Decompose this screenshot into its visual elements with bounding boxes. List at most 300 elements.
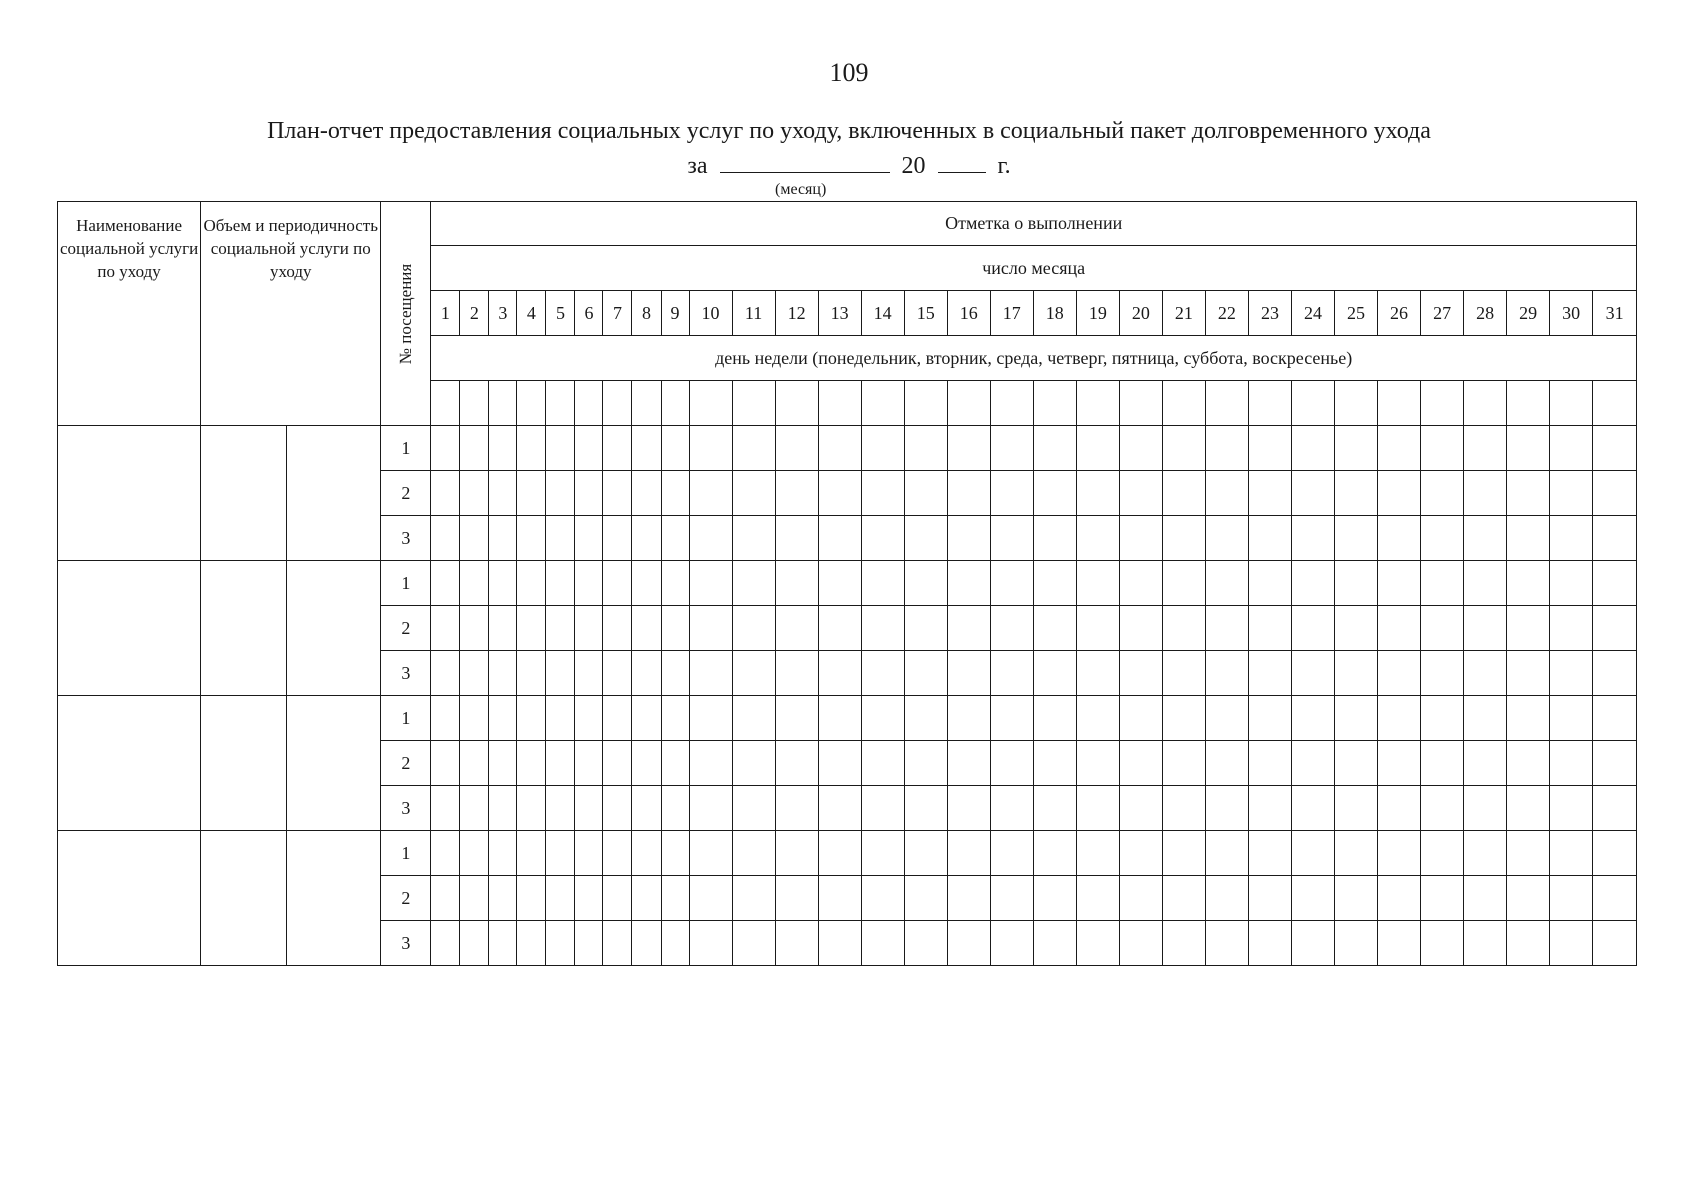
weekday-cell[interactable] <box>1507 381 1550 426</box>
completion-mark-cell[interactable] <box>1248 876 1291 921</box>
weekday-cell[interactable] <box>1033 381 1076 426</box>
completion-mark-cell[interactable] <box>1119 831 1162 876</box>
completion-mark-cell[interactable] <box>517 651 546 696</box>
completion-mark-cell[interactable] <box>904 831 947 876</box>
completion-mark-cell[interactable] <box>1550 426 1593 471</box>
completion-mark-cell[interactable] <box>861 426 904 471</box>
completion-mark-cell[interactable] <box>732 741 775 786</box>
completion-mark-cell[interactable] <box>1421 561 1464 606</box>
completion-mark-cell[interactable] <box>1378 876 1421 921</box>
completion-mark-cell[interactable] <box>1334 516 1377 561</box>
completion-mark-cell[interactable] <box>575 921 603 966</box>
completion-mark-cell[interactable] <box>1248 516 1291 561</box>
completion-mark-cell[interactable] <box>689 561 732 606</box>
completion-mark-cell[interactable] <box>575 426 603 471</box>
weekday-cell[interactable] <box>546 381 575 426</box>
completion-mark-cell[interactable] <box>775 786 818 831</box>
completion-mark-cell[interactable] <box>904 426 947 471</box>
completion-mark-cell[interactable] <box>603 471 632 516</box>
completion-mark-cell[interactable] <box>489 516 517 561</box>
periodicity-cell[interactable] <box>287 696 381 831</box>
completion-mark-cell[interactable] <box>1248 606 1291 651</box>
completion-mark-cell[interactable] <box>575 876 603 921</box>
completion-mark-cell[interactable] <box>1334 876 1377 921</box>
completion-mark-cell[interactable] <box>689 696 732 741</box>
completion-mark-cell[interactable] <box>1033 651 1076 696</box>
completion-mark-cell[interactable] <box>546 561 575 606</box>
completion-mark-cell[interactable] <box>947 876 990 921</box>
completion-mark-cell[interactable] <box>775 471 818 516</box>
completion-mark-cell[interactable] <box>1593 471 1637 516</box>
completion-mark-cell[interactable] <box>1119 426 1162 471</box>
volume-cell[interactable] <box>201 696 287 831</box>
completion-mark-cell[interactable] <box>460 471 489 516</box>
completion-mark-cell[interactable] <box>990 561 1033 606</box>
completion-mark-cell[interactable] <box>1421 516 1464 561</box>
completion-mark-cell[interactable] <box>1033 696 1076 741</box>
completion-mark-cell[interactable] <box>1334 696 1377 741</box>
completion-mark-cell[interactable] <box>1550 606 1593 651</box>
completion-mark-cell[interactable] <box>818 786 861 831</box>
completion-mark-cell[interactable] <box>818 471 861 516</box>
completion-mark-cell[interactable] <box>689 921 732 966</box>
completion-mark-cell[interactable] <box>1593 696 1637 741</box>
completion-mark-cell[interactable] <box>1507 921 1550 966</box>
completion-mark-cell[interactable] <box>431 876 460 921</box>
completion-mark-cell[interactable] <box>775 831 818 876</box>
completion-mark-cell[interactable] <box>1507 876 1550 921</box>
completion-mark-cell[interactable] <box>489 921 517 966</box>
completion-mark-cell[interactable] <box>1162 741 1205 786</box>
completion-mark-cell[interactable] <box>904 696 947 741</box>
completion-mark-cell[interactable] <box>1291 471 1334 516</box>
completion-mark-cell[interactable] <box>861 606 904 651</box>
completion-mark-cell[interactable] <box>517 606 546 651</box>
completion-mark-cell[interactable] <box>1464 876 1507 921</box>
completion-mark-cell[interactable] <box>1119 786 1162 831</box>
completion-mark-cell[interactable] <box>1507 741 1550 786</box>
completion-mark-cell[interactable] <box>1334 561 1377 606</box>
weekday-cell[interactable] <box>1162 381 1205 426</box>
completion-mark-cell[interactable] <box>1119 696 1162 741</box>
completion-mark-cell[interactable] <box>517 426 546 471</box>
completion-mark-cell[interactable] <box>460 786 489 831</box>
completion-mark-cell[interactable] <box>1076 696 1119 741</box>
completion-mark-cell[interactable] <box>1334 651 1377 696</box>
completion-mark-cell[interactable] <box>546 606 575 651</box>
completion-mark-cell[interactable] <box>1378 786 1421 831</box>
completion-mark-cell[interactable] <box>517 741 546 786</box>
completion-mark-cell[interactable] <box>546 921 575 966</box>
completion-mark-cell[interactable] <box>517 876 546 921</box>
completion-mark-cell[interactable] <box>1248 741 1291 786</box>
completion-mark-cell[interactable] <box>1378 471 1421 516</box>
completion-mark-cell[interactable] <box>947 741 990 786</box>
completion-mark-cell[interactable] <box>732 921 775 966</box>
completion-mark-cell[interactable] <box>904 651 947 696</box>
completion-mark-cell[interactable] <box>1119 876 1162 921</box>
completion-mark-cell[interactable] <box>661 696 689 741</box>
completion-mark-cell[interactable] <box>732 696 775 741</box>
completion-mark-cell[interactable] <box>1076 786 1119 831</box>
completion-mark-cell[interactable] <box>517 786 546 831</box>
completion-mark-cell[interactable] <box>1033 471 1076 516</box>
completion-mark-cell[interactable] <box>460 516 489 561</box>
completion-mark-cell[interactable] <box>603 831 632 876</box>
completion-mark-cell[interactable] <box>1033 606 1076 651</box>
completion-mark-cell[interactable] <box>1507 786 1550 831</box>
completion-mark-cell[interactable] <box>517 471 546 516</box>
completion-mark-cell[interactable] <box>861 741 904 786</box>
completion-mark-cell[interactable] <box>861 651 904 696</box>
completion-mark-cell[interactable] <box>460 651 489 696</box>
completion-mark-cell[interactable] <box>546 786 575 831</box>
completion-mark-cell[interactable] <box>1033 741 1076 786</box>
completion-mark-cell[interactable] <box>1076 516 1119 561</box>
completion-mark-cell[interactable] <box>818 426 861 471</box>
completion-mark-cell[interactable] <box>489 876 517 921</box>
completion-mark-cell[interactable] <box>904 741 947 786</box>
completion-mark-cell[interactable] <box>603 426 632 471</box>
completion-mark-cell[interactable] <box>1291 786 1334 831</box>
weekday-cell[interactable] <box>732 381 775 426</box>
completion-mark-cell[interactable] <box>632 561 661 606</box>
completion-mark-cell[interactable] <box>947 831 990 876</box>
weekday-cell[interactable] <box>1378 381 1421 426</box>
completion-mark-cell[interactable] <box>546 696 575 741</box>
completion-mark-cell[interactable] <box>947 786 990 831</box>
completion-mark-cell[interactable] <box>775 921 818 966</box>
completion-mark-cell[interactable] <box>1464 696 1507 741</box>
completion-mark-cell[interactable] <box>517 831 546 876</box>
completion-mark-cell[interactable] <box>818 921 861 966</box>
completion-mark-cell[interactable] <box>1464 606 1507 651</box>
completion-mark-cell[interactable] <box>1550 921 1593 966</box>
completion-mark-cell[interactable] <box>1205 561 1248 606</box>
completion-mark-cell[interactable] <box>1550 741 1593 786</box>
completion-mark-cell[interactable] <box>1205 696 1248 741</box>
completion-mark-cell[interactable] <box>775 561 818 606</box>
completion-mark-cell[interactable] <box>818 741 861 786</box>
weekday-cell[interactable] <box>947 381 990 426</box>
completion-mark-cell[interactable] <box>1507 651 1550 696</box>
completion-mark-cell[interactable] <box>1334 471 1377 516</box>
completion-mark-cell[interactable] <box>1334 741 1377 786</box>
completion-mark-cell[interactable] <box>1291 426 1334 471</box>
completion-mark-cell[interactable] <box>1507 471 1550 516</box>
completion-mark-cell[interactable] <box>546 471 575 516</box>
completion-mark-cell[interactable] <box>1248 786 1291 831</box>
completion-mark-cell[interactable] <box>603 651 632 696</box>
completion-mark-cell[interactable] <box>460 426 489 471</box>
completion-mark-cell[interactable] <box>1291 561 1334 606</box>
weekday-cell[interactable] <box>990 381 1033 426</box>
completion-mark-cell[interactable] <box>1507 516 1550 561</box>
completion-mark-cell[interactable] <box>775 651 818 696</box>
completion-mark-cell[interactable] <box>460 831 489 876</box>
completion-mark-cell[interactable] <box>546 831 575 876</box>
completion-mark-cell[interactable] <box>1162 696 1205 741</box>
completion-mark-cell[interactable] <box>1119 606 1162 651</box>
completion-mark-cell[interactable] <box>1076 651 1119 696</box>
completion-mark-cell[interactable] <box>1033 921 1076 966</box>
completion-mark-cell[interactable] <box>1119 561 1162 606</box>
completion-mark-cell[interactable] <box>1162 426 1205 471</box>
completion-mark-cell[interactable] <box>1205 876 1248 921</box>
completion-mark-cell[interactable] <box>661 741 689 786</box>
completion-mark-cell[interactable] <box>489 741 517 786</box>
completion-mark-cell[interactable] <box>775 696 818 741</box>
completion-mark-cell[interactable] <box>947 921 990 966</box>
completion-mark-cell[interactable] <box>1033 426 1076 471</box>
completion-mark-cell[interactable] <box>575 606 603 651</box>
completion-mark-cell[interactable] <box>1421 471 1464 516</box>
completion-mark-cell[interactable] <box>775 516 818 561</box>
completion-mark-cell[interactable] <box>1378 516 1421 561</box>
completion-mark-cell[interactable] <box>818 606 861 651</box>
service-name-cell[interactable] <box>58 696 201 831</box>
completion-mark-cell[interactable] <box>689 471 732 516</box>
completion-mark-cell[interactable] <box>1162 831 1205 876</box>
weekday-cell[interactable] <box>689 381 732 426</box>
completion-mark-cell[interactable] <box>1119 921 1162 966</box>
completion-mark-cell[interactable] <box>1033 561 1076 606</box>
completion-mark-cell[interactable] <box>632 651 661 696</box>
completion-mark-cell[interactable] <box>1550 876 1593 921</box>
completion-mark-cell[interactable] <box>1205 426 1248 471</box>
completion-mark-cell[interactable] <box>431 921 460 966</box>
weekday-cell[interactable] <box>517 381 546 426</box>
completion-mark-cell[interactable] <box>1162 471 1205 516</box>
completion-mark-cell[interactable] <box>1334 606 1377 651</box>
completion-mark-cell[interactable] <box>546 876 575 921</box>
completion-mark-cell[interactable] <box>1205 516 1248 561</box>
completion-mark-cell[interactable] <box>431 741 460 786</box>
completion-mark-cell[interactable] <box>661 426 689 471</box>
completion-mark-cell[interactable] <box>431 561 460 606</box>
completion-mark-cell[interactable] <box>632 786 661 831</box>
completion-mark-cell[interactable] <box>603 741 632 786</box>
completion-mark-cell[interactable] <box>661 876 689 921</box>
completion-mark-cell[interactable] <box>818 696 861 741</box>
completion-mark-cell[interactable] <box>1550 696 1593 741</box>
periodicity-cell[interactable] <box>287 831 381 966</box>
completion-mark-cell[interactable] <box>1291 606 1334 651</box>
completion-mark-cell[interactable] <box>1464 741 1507 786</box>
completion-mark-cell[interactable] <box>689 651 732 696</box>
weekday-cell[interactable] <box>661 381 689 426</box>
completion-mark-cell[interactable] <box>861 561 904 606</box>
completion-mark-cell[interactable] <box>947 426 990 471</box>
completion-mark-cell[interactable] <box>1593 876 1637 921</box>
completion-mark-cell[interactable] <box>1205 831 1248 876</box>
completion-mark-cell[interactable] <box>1421 651 1464 696</box>
completion-mark-cell[interactable] <box>603 606 632 651</box>
completion-mark-cell[interactable] <box>689 741 732 786</box>
completion-mark-cell[interactable] <box>1119 516 1162 561</box>
completion-mark-cell[interactable] <box>575 741 603 786</box>
completion-mark-cell[interactable] <box>517 921 546 966</box>
completion-mark-cell[interactable] <box>460 921 489 966</box>
completion-mark-cell[interactable] <box>632 696 661 741</box>
weekday-cell[interactable] <box>775 381 818 426</box>
completion-mark-cell[interactable] <box>661 921 689 966</box>
completion-mark-cell[interactable] <box>1248 831 1291 876</box>
completion-mark-cell[interactable] <box>904 786 947 831</box>
completion-mark-cell[interactable] <box>861 921 904 966</box>
completion-mark-cell[interactable] <box>575 786 603 831</box>
completion-mark-cell[interactable] <box>1378 606 1421 651</box>
completion-mark-cell[interactable] <box>603 516 632 561</box>
completion-mark-cell[interactable] <box>603 921 632 966</box>
completion-mark-cell[interactable] <box>861 876 904 921</box>
completion-mark-cell[interactable] <box>904 921 947 966</box>
completion-mark-cell[interactable] <box>1421 606 1464 651</box>
completion-mark-cell[interactable] <box>460 741 489 786</box>
completion-mark-cell[interactable] <box>1076 831 1119 876</box>
completion-mark-cell[interactable] <box>546 516 575 561</box>
completion-mark-cell[interactable] <box>990 426 1033 471</box>
completion-mark-cell[interactable] <box>431 516 460 561</box>
weekday-cell[interactable] <box>460 381 489 426</box>
completion-mark-cell[interactable] <box>489 696 517 741</box>
completion-mark-cell[interactable] <box>1033 516 1076 561</box>
completion-mark-cell[interactable] <box>1550 831 1593 876</box>
completion-mark-cell[interactable] <box>460 606 489 651</box>
completion-mark-cell[interactable] <box>1076 561 1119 606</box>
weekday-cell[interactable] <box>861 381 904 426</box>
completion-mark-cell[interactable] <box>861 516 904 561</box>
completion-mark-cell[interactable] <box>947 606 990 651</box>
completion-mark-cell[interactable] <box>1593 831 1637 876</box>
completion-mark-cell[interactable] <box>1162 606 1205 651</box>
volume-cell[interactable] <box>201 561 287 696</box>
weekday-cell[interactable] <box>632 381 661 426</box>
completion-mark-cell[interactable] <box>1205 471 1248 516</box>
completion-mark-cell[interactable] <box>575 471 603 516</box>
completion-mark-cell[interactable] <box>1464 471 1507 516</box>
completion-mark-cell[interactable] <box>904 471 947 516</box>
weekday-cell[interactable] <box>904 381 947 426</box>
completion-mark-cell[interactable] <box>818 651 861 696</box>
completion-mark-cell[interactable] <box>1162 651 1205 696</box>
completion-mark-cell[interactable] <box>489 786 517 831</box>
completion-mark-cell[interactable] <box>732 516 775 561</box>
completion-mark-cell[interactable] <box>1593 561 1637 606</box>
completion-mark-cell[interactable] <box>546 651 575 696</box>
completion-mark-cell[interactable] <box>732 426 775 471</box>
completion-mark-cell[interactable] <box>1248 471 1291 516</box>
completion-mark-cell[interactable] <box>732 876 775 921</box>
completion-mark-cell[interactable] <box>546 426 575 471</box>
completion-mark-cell[interactable] <box>489 606 517 651</box>
completion-mark-cell[interactable] <box>1119 741 1162 786</box>
completion-mark-cell[interactable] <box>990 741 1033 786</box>
completion-mark-cell[interactable] <box>661 831 689 876</box>
completion-mark-cell[interactable] <box>1076 606 1119 651</box>
completion-mark-cell[interactable] <box>1033 876 1076 921</box>
completion-mark-cell[interactable] <box>632 741 661 786</box>
completion-mark-cell[interactable] <box>575 561 603 606</box>
completion-mark-cell[interactable] <box>904 516 947 561</box>
completion-mark-cell[interactable] <box>1291 651 1334 696</box>
completion-mark-cell[interactable] <box>1507 831 1550 876</box>
completion-mark-cell[interactable] <box>1593 921 1637 966</box>
completion-mark-cell[interactable] <box>632 471 661 516</box>
completion-mark-cell[interactable] <box>431 471 460 516</box>
completion-mark-cell[interactable] <box>1550 561 1593 606</box>
completion-mark-cell[interactable] <box>689 426 732 471</box>
completion-mark-cell[interactable] <box>1464 651 1507 696</box>
completion-mark-cell[interactable] <box>1593 651 1637 696</box>
completion-mark-cell[interactable] <box>661 651 689 696</box>
completion-mark-cell[interactable] <box>1378 921 1421 966</box>
completion-mark-cell[interactable] <box>1119 471 1162 516</box>
completion-mark-cell[interactable] <box>990 696 1033 741</box>
completion-mark-cell[interactable] <box>1076 876 1119 921</box>
weekday-cell[interactable] <box>1464 381 1507 426</box>
completion-mark-cell[interactable] <box>1593 606 1637 651</box>
completion-mark-cell[interactable] <box>431 426 460 471</box>
completion-mark-cell[interactable] <box>603 561 632 606</box>
completion-mark-cell[interactable] <box>1248 696 1291 741</box>
completion-mark-cell[interactable] <box>990 471 1033 516</box>
completion-mark-cell[interactable] <box>1421 876 1464 921</box>
completion-mark-cell[interactable] <box>990 876 1033 921</box>
completion-mark-cell[interactable] <box>1507 426 1550 471</box>
completion-mark-cell[interactable] <box>431 606 460 651</box>
completion-mark-cell[interactable] <box>1205 606 1248 651</box>
completion-mark-cell[interactable] <box>1162 921 1205 966</box>
completion-mark-cell[interactable] <box>460 561 489 606</box>
completion-mark-cell[interactable] <box>661 606 689 651</box>
completion-mark-cell[interactable] <box>1550 516 1593 561</box>
completion-mark-cell[interactable] <box>861 696 904 741</box>
completion-mark-cell[interactable] <box>632 876 661 921</box>
completion-mark-cell[interactable] <box>632 921 661 966</box>
completion-mark-cell[interactable] <box>603 786 632 831</box>
weekday-cell[interactable] <box>431 381 460 426</box>
completion-mark-cell[interactable] <box>1291 696 1334 741</box>
completion-mark-cell[interactable] <box>575 831 603 876</box>
weekday-cell[interactable] <box>1550 381 1593 426</box>
completion-mark-cell[interactable] <box>1205 921 1248 966</box>
service-name-cell[interactable] <box>58 831 201 966</box>
completion-mark-cell[interactable] <box>575 516 603 561</box>
completion-mark-cell[interactable] <box>632 831 661 876</box>
completion-mark-cell[interactable] <box>947 651 990 696</box>
completion-mark-cell[interactable] <box>1464 516 1507 561</box>
completion-mark-cell[interactable] <box>1248 921 1291 966</box>
completion-mark-cell[interactable] <box>1162 786 1205 831</box>
completion-mark-cell[interactable] <box>775 876 818 921</box>
completion-mark-cell[interactable] <box>689 831 732 876</box>
completion-mark-cell[interactable] <box>947 561 990 606</box>
completion-mark-cell[interactable] <box>1593 786 1637 831</box>
completion-mark-cell[interactable] <box>1378 426 1421 471</box>
completion-mark-cell[interactable] <box>904 876 947 921</box>
completion-mark-cell[interactable] <box>517 561 546 606</box>
completion-mark-cell[interactable] <box>1248 561 1291 606</box>
completion-mark-cell[interactable] <box>661 561 689 606</box>
completion-mark-cell[interactable] <box>575 696 603 741</box>
completion-mark-cell[interactable] <box>1550 651 1593 696</box>
weekday-cell[interactable] <box>1291 381 1334 426</box>
completion-mark-cell[interactable] <box>489 831 517 876</box>
completion-mark-cell[interactable] <box>990 786 1033 831</box>
completion-mark-cell[interactable] <box>689 876 732 921</box>
weekday-cell[interactable] <box>489 381 517 426</box>
